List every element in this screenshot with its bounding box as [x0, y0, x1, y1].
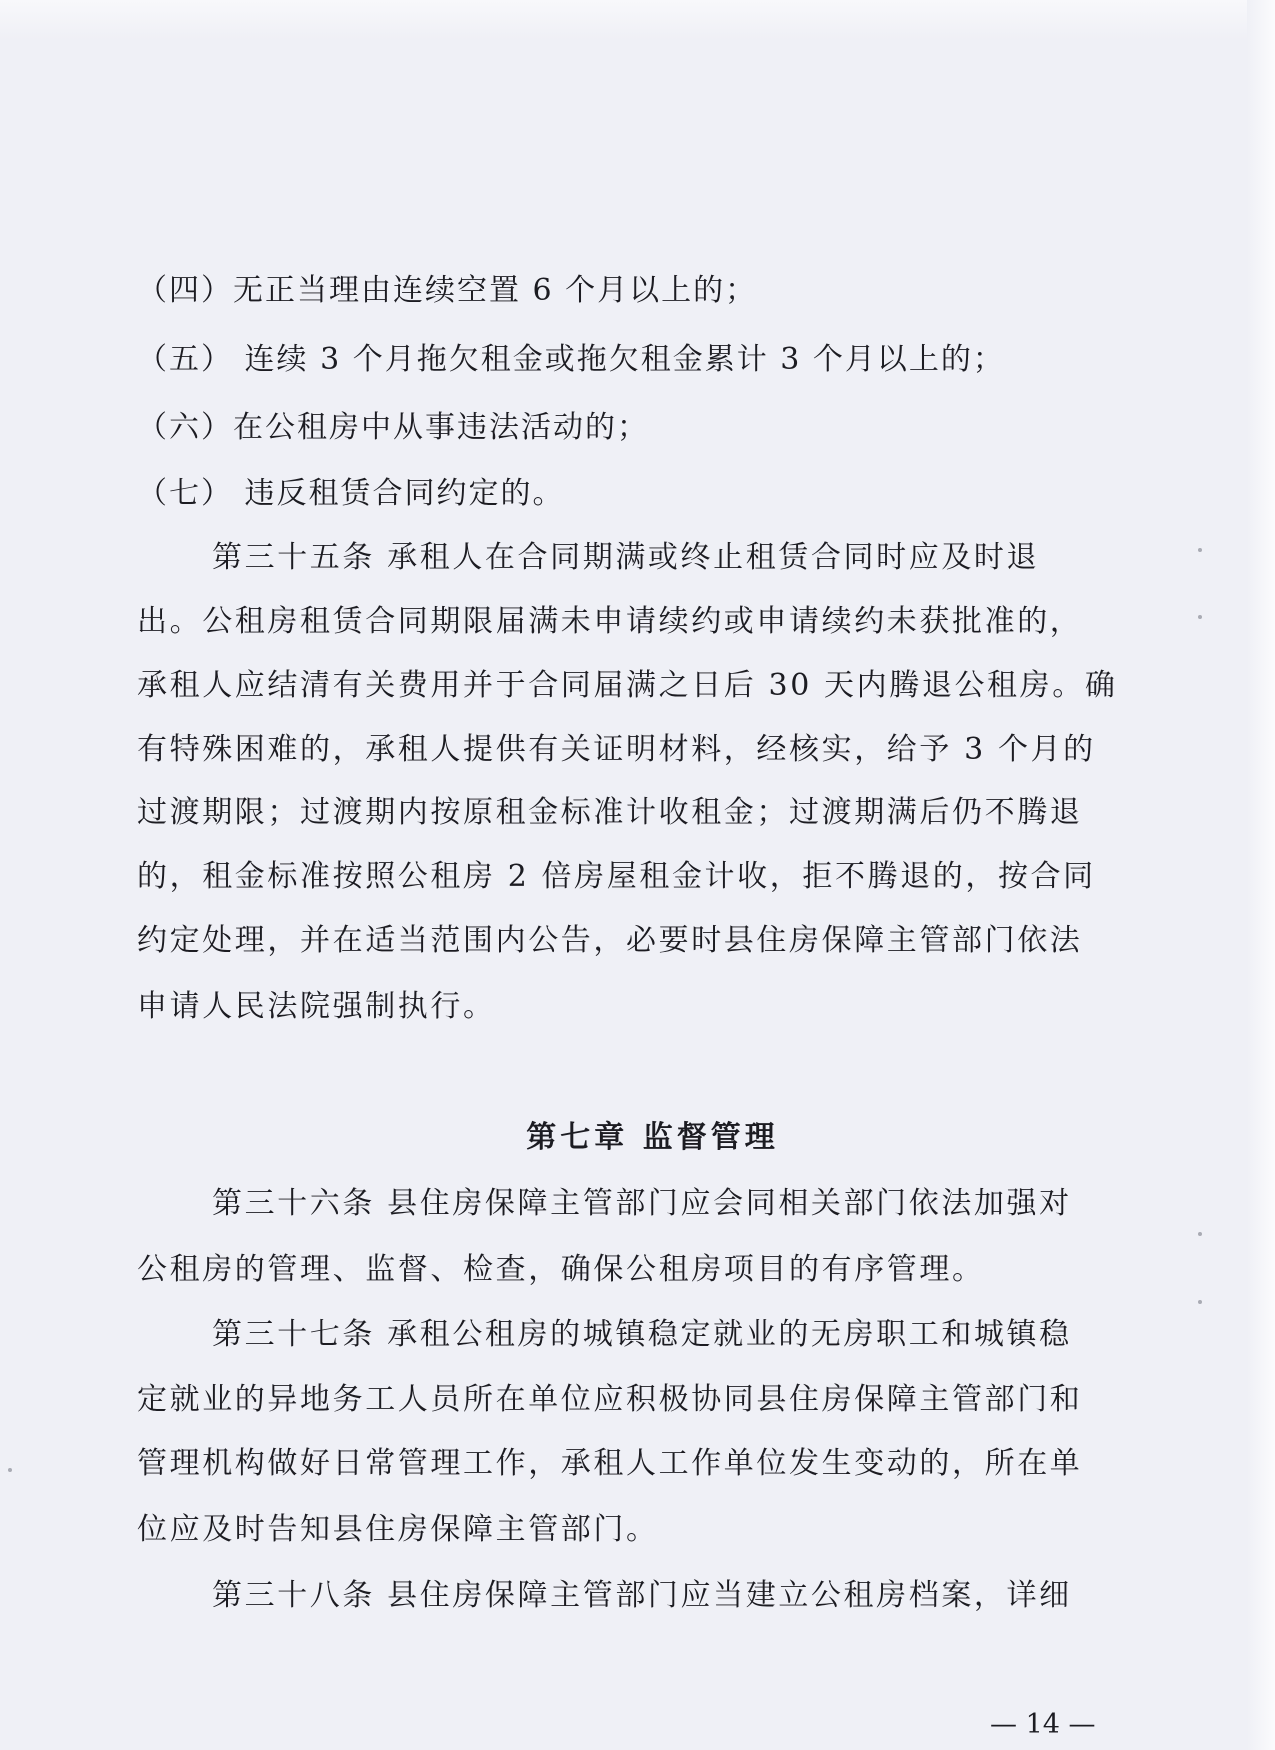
scan-speck [1198, 548, 1202, 552]
article-35-line-5: 过渡期限；过渡期内按原租金标准计收租金；过渡期满后仍不腾退 [137, 795, 1083, 830]
article-35-line-6: 的，租金标准按照公租房 2 倍房屋租金计收，拒不腾退的，按合同 [137, 859, 1096, 894]
item-six: （六）在公租房中从事违法活动的； [137, 410, 649, 445]
scan-speck [1198, 1300, 1202, 1304]
article-35-line-1: 第三十五条 承租人在合同期满或终止租赁合同时应及时退 [212, 540, 1040, 575]
article-35-line-8: 申请人民法院强制执行。 [137, 989, 496, 1024]
chapter-heading: 第七章 监督管理 [526, 1120, 779, 1155]
article-36-line-2: 公租房的管理、监督、检查，确保公租房项目的有序管理。 [137, 1252, 985, 1287]
article-38-line-1: 第三十八条 县住房保障主管部门应当建立公租房档案，详细 [212, 1578, 1072, 1613]
page-number: — 14 — [990, 1709, 1096, 1740]
article-35-line-2: 出。公租房租赁合同期限届满未申请续约或申请续约未获批准的， [137, 604, 1083, 639]
item-five: （五） 连续 3 个月拖欠租金或拖欠租金累计 3 个月以上的； [137, 342, 1005, 377]
article-35-line-7: 约定处理，并在适当范围内公告，必要时县住房保障主管部门依法 [137, 923, 1083, 958]
article-35-line-4: 有特殊困难的，承租人提供有关证明材料，经核实，给予 3 个月的 [137, 732, 1096, 767]
article-37-line-1: 第三十七条 承租公租房的城镇稳定就业的无房职工和城镇稳 [212, 1317, 1072, 1352]
article-37-line-2: 定就业的异地务工人员所在单位应积极协同县住房保障主管部门和 [137, 1382, 1083, 1417]
scan-speck [8, 1468, 12, 1472]
item-seven: （七） 违反租赁合同约定的。 [137, 476, 565, 511]
scan-top-edge [0, 0, 1275, 40]
scan-speck [1198, 615, 1202, 619]
article-37-line-4: 位应及时告知县住房保障主管部门。 [137, 1512, 659, 1547]
article-37-line-3: 管理机构做好日常管理工作，承租人工作单位发生变动的，所在单 [137, 1446, 1083, 1481]
item-four: （四）无正当理由连续空置 6 个月以上的； [137, 273, 758, 308]
article-35-line-3: 承租人应结清有关费用并于合同届满之日后 30 天内腾退公租房。确 [137, 668, 1118, 703]
article-36-line-1: 第三十六条 县住房保障主管部门应会同相关部门依法加强对 [212, 1186, 1072, 1221]
scan-speck [1198, 1232, 1202, 1236]
